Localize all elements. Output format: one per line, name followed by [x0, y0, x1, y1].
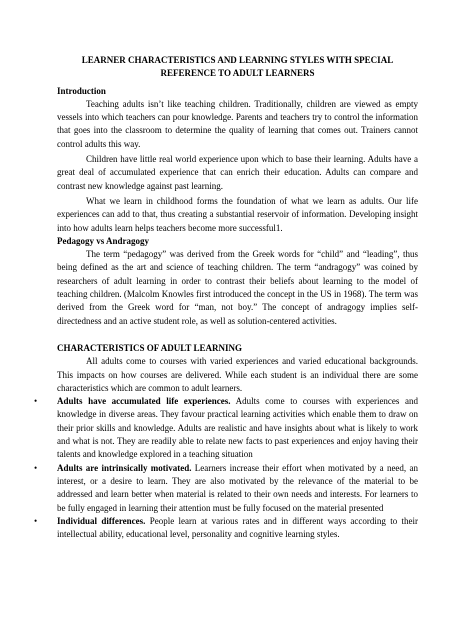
characteristics-heading: CHARACTERISTICS OF ADULT LEARNING	[57, 342, 242, 353]
list-item-lead: Adults have accumulated life experiences.	[57, 396, 231, 407]
introduction-paragraph-2: Children have little real world experience upon which to base their learning. Adults have a great deal of accumulated experience that can enrich their education. Adults can compare and contrast new knowledge against past learning.	[57, 154, 418, 191]
introduction-paragraph-1: Teaching adults isn’t like teaching children. Traditionally, children are viewed as empty vessels into which teachers can pour knowledge. Parents and teachers try to control the information that goes into the classroom to determine the quality of learning that comes out. Trainers cannot control adults this way.	[57, 98, 418, 149]
bullet-icon: •	[34, 396, 38, 407]
pedagogy-paragraph: The term “pedagogy” was derived from the Greek words for “child” and “leading”, thus being defined as the art and science of teaching children. The term “andragogy” was coined by researchers of adult learning in order to contrast their beliefs about learning to the model of teaching children. (Malcolm Knowles first introduced the concept in the US in 1968). The term was derived from the Greek word for “man, not boy.” The concept of andragogy implies self-directedness and an active student role, as well as solution-centered activities.	[57, 249, 418, 326]
document-title: LEARNER CHARACTERISTICS AND LEARNING STYLES WITH SPECIAL REFERENCE TO ADULT LEARNERS	[81, 55, 394, 79]
introduction-heading: Introduction	[57, 85, 106, 96]
list-item-text: Learners increase their effort when motivated by a need, an interest, or a desire to learn. They are also motivated by the relevance of the material to be addressed and learn better when material is related to their own needs and interests. For learners to be fully engaged in learning their attention must be fully focused on the material presented	[57, 462, 418, 513]
list-item-text: People learn at various rates and in different ways according to their intellectual ability, educational level, personality and cognitive learning styles.	[57, 515, 419, 540]
list-item-lead: Adults are intrinsically motivated.	[57, 462, 192, 473]
bullet-icon: •	[34, 462, 38, 473]
characteristics-intro: All adults come to courses with varied experiences and varied educational backgrounds. This impacts on how courses are delivered. While each student is an individual there are some characteristics which are common to adult learners.	[57, 356, 418, 393]
list-item-text: Adults come to courses with experiences and knowledge in diverse areas. They favour practical learning activities which enable them to draw on their prior skills and knowledge. Adults are realistic and have insights about what is likely to work and what is not. They are readily able to relate new facts to past experiences and enjoy having their talents and knowledge explored in a teaching situation	[57, 396, 418, 460]
list-item	[34, 462, 418, 515]
bullet-icon: •	[34, 515, 38, 526]
introduction-paragraph-3: What we learn in childhood forms the foundation of what we learn as adults. Our life experiences can add to that, thus creating a substantial reservoir of information. Developing insight into how adults learn helps teachers become more successful1.	[57, 195, 418, 233]
list-item	[34, 515, 419, 542]
characteristics-list	[34, 395, 419, 541]
list-item	[34, 395, 418, 461]
pedagogy-heading: Pedagogy vs Andragogy	[57, 235, 150, 246]
list-item-lead: Individual differences.	[57, 515, 146, 526]
